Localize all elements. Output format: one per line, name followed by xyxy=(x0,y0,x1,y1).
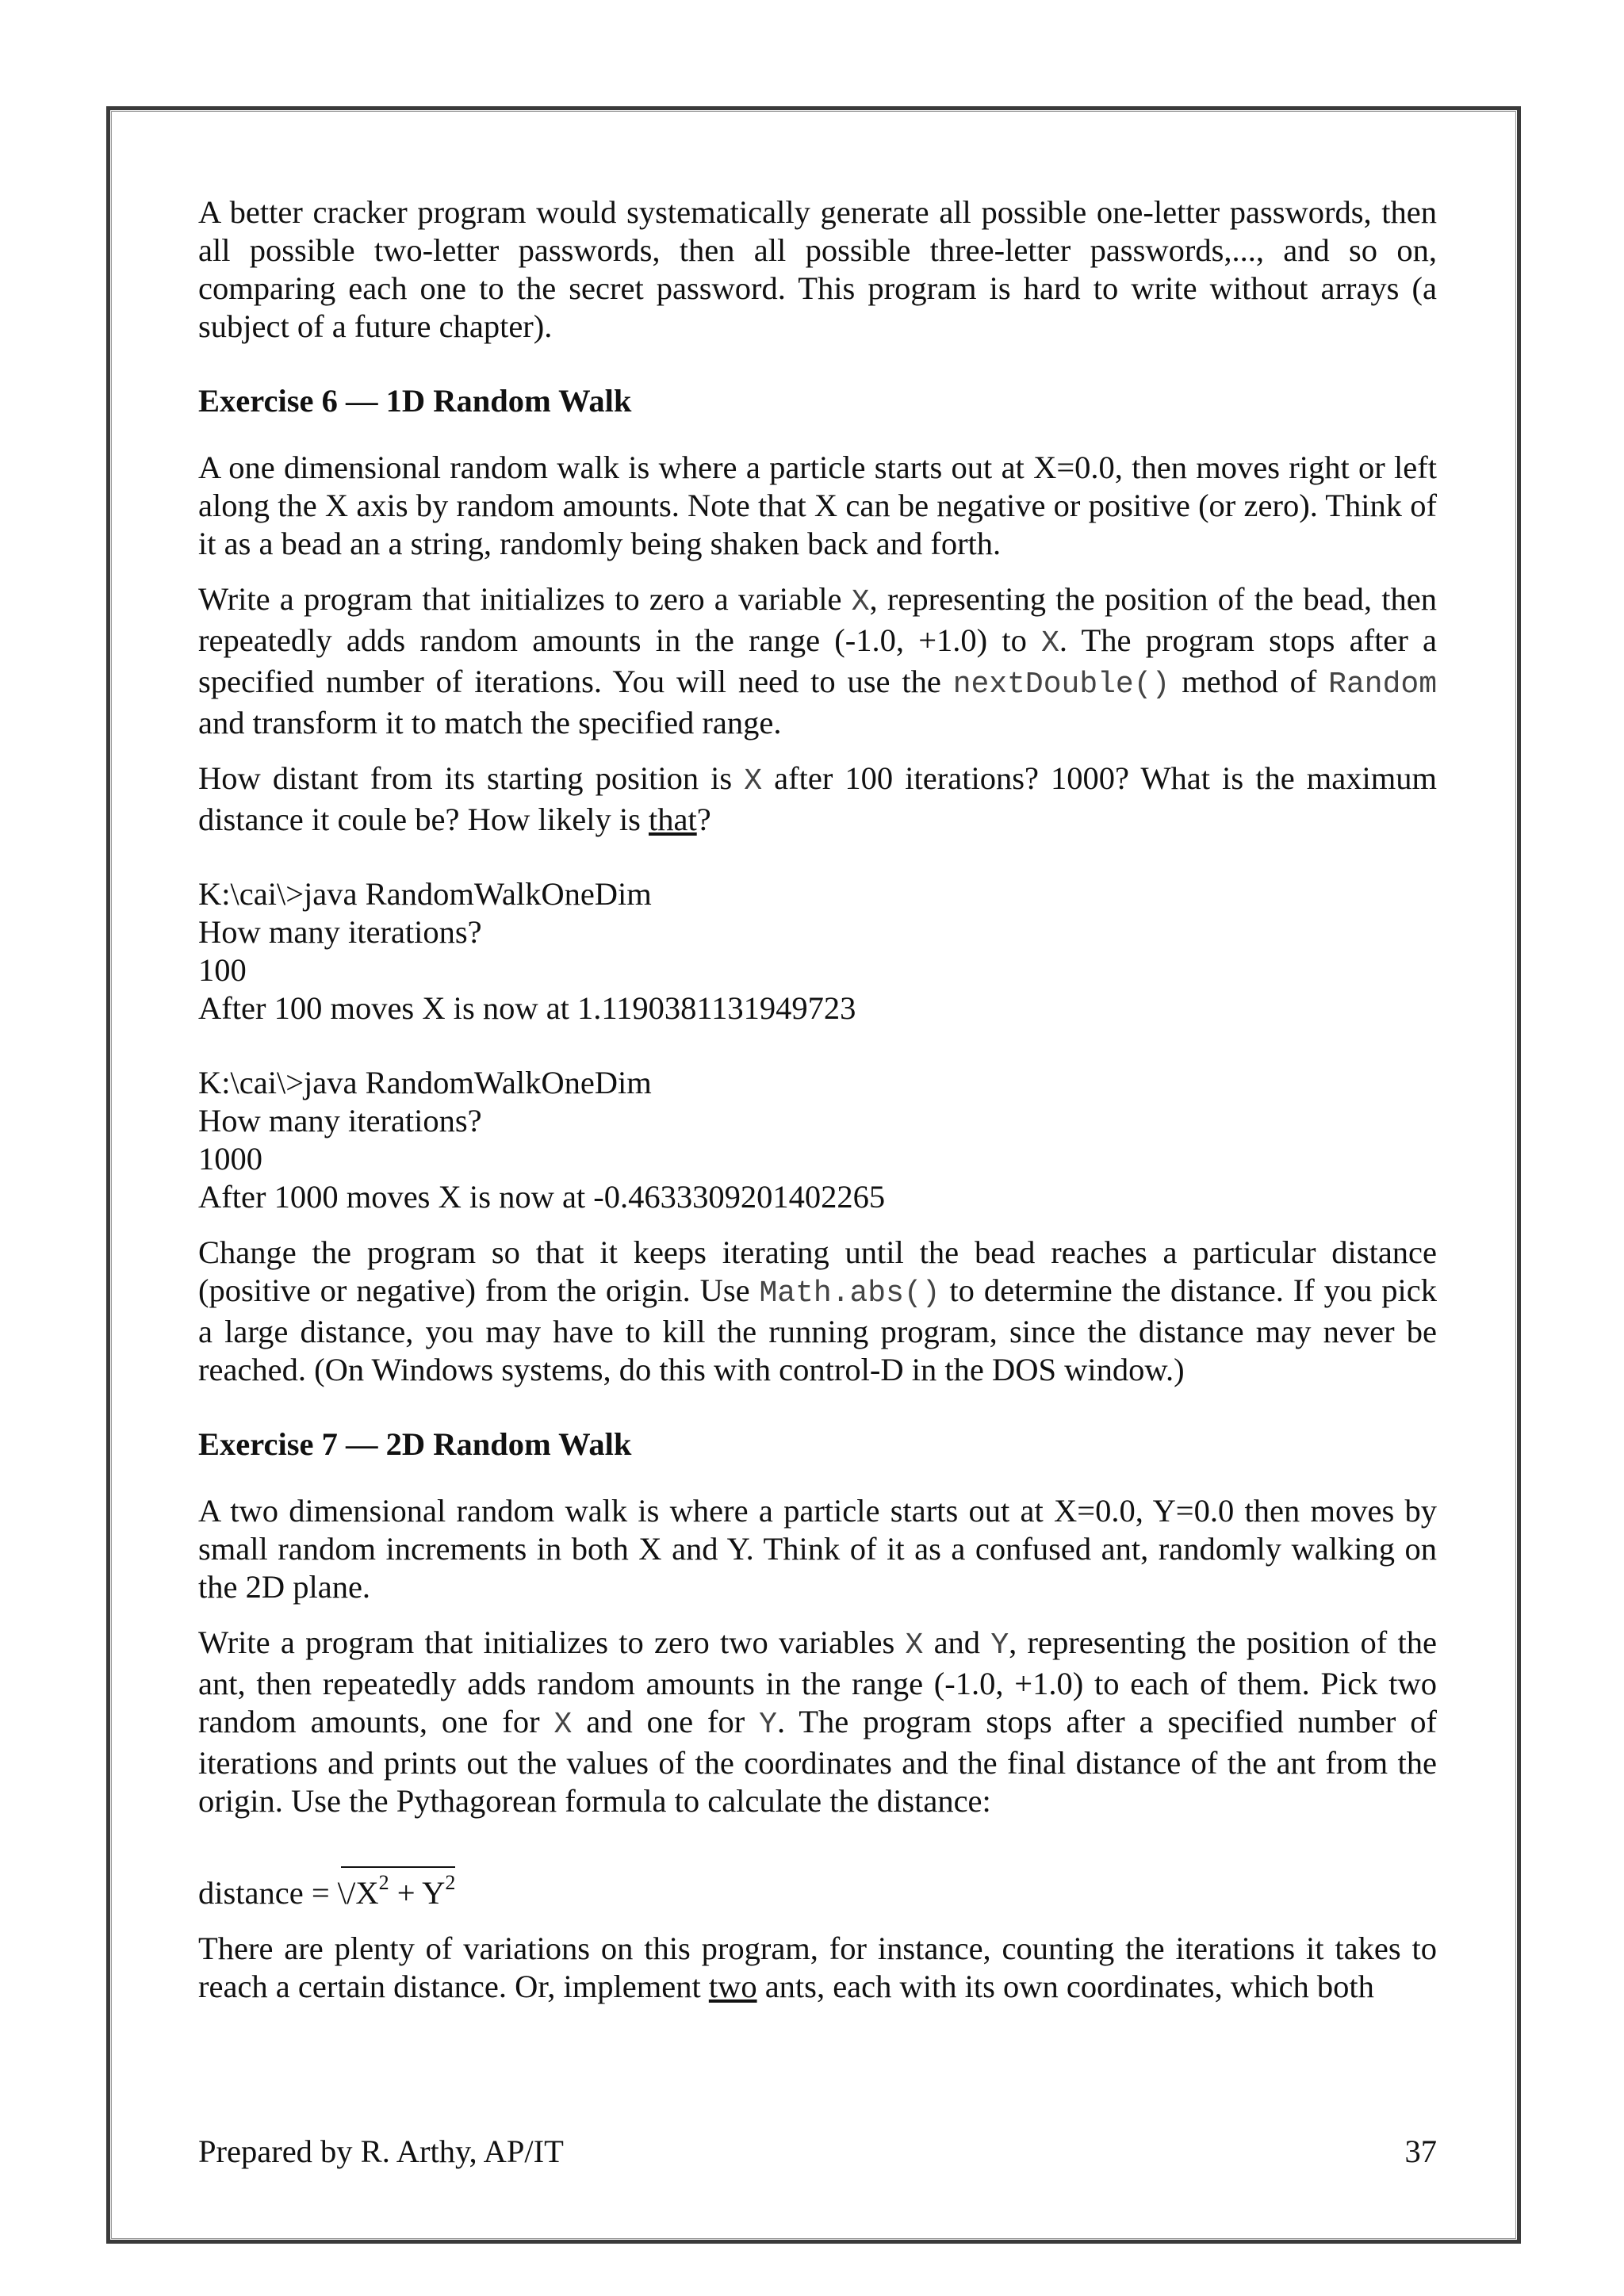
underlined-word: two xyxy=(708,1969,757,2004)
exercise-6-paragraph-1: A one dimensional random walk is where a particle starts out at X=0.0, then moves right or left along the X axis by random amounts. Note that X can be negative or positive (or zero). Think of it as a bead an a string, randomly being shaken back and forth. xyxy=(198,450,1437,561)
code-x: X xyxy=(905,1628,924,1663)
intro-paragraph: A better cracker program would systematically generate all possible one-letter passwords, then all possible two-letter passwords, then all possible three-letter passwords,..., and so on, comparing each one to the secret password. This program is hard to write without arrays (a subject of a future chapter). xyxy=(198,194,1437,344)
code-x: X xyxy=(1041,626,1059,660)
code-y: Y xyxy=(759,1708,777,1742)
distance-formula: distance = $\backslash/X^2 + Y^2$ xyxy=(198,1874,1437,1912)
console-line: How many iterations? xyxy=(198,1103,482,1138)
radical-sign: \/ xyxy=(337,1875,356,1911)
exercise-6-heading: Exercise 6 — 1D Random Walk xyxy=(198,383,632,419)
console-run-1 xyxy=(198,875,1437,1027)
underlined-word: that xyxy=(648,802,697,837)
exercise-7-paragraph-3: There are plenty of variations on this program, for instance, counting the iterations it takes to reach a certain distance. Or, implement two ants, each with its own coordinates, which both xyxy=(198,1931,1437,2004)
exercise-7-paragraph-1: A two dimensional random walk is where a particle starts out at X=0.0, Y=0.0 then moves by small random increments in both X and Y. Think of it as a confused ant, randomly walking on the 2D plane. xyxy=(198,1493,1437,1605)
code-y: Y xyxy=(990,1628,1009,1663)
exercise-6-paragraph-4: Change the program so that it keeps iterating until the bead reaches a particular distance (positive or negative) from the origin. Use Math.abs() to determine the distance. If you pick a large distance, you may have to kill the running program, since the distance may never be reached. (On Windows systems, do this with control-D in the DOS window.) xyxy=(198,1234,1437,1387)
exercise-6-paragraph-2: Write a program that initializes to zero a variable X, representing the position of the bead, then repeatedly adds random amounts in the range (-1.0, +1.0) to X. The program stops after a specified number of iterations. You will need to use the nextDouble() method of Random and transform it to match the specified range. xyxy=(198,581,1437,740)
console-line: After 1000 moves X is now at -0.4633309201402265 xyxy=(198,1179,886,1215)
code-x: X xyxy=(851,585,870,619)
radical-overbar xyxy=(341,1866,456,1868)
console-line: How many iterations? xyxy=(198,914,482,950)
exercise-7-heading: Exercise 7 — 2D Random Walk xyxy=(198,1426,632,1462)
footer-author: Prepared by R. Arthy, AP/IT xyxy=(198,2133,564,2169)
code-random: Random xyxy=(1328,668,1437,702)
square-root: $\backslash/X^2 + Y^2$ xyxy=(338,1874,456,1912)
page-content xyxy=(198,193,1437,2006)
page-footer xyxy=(198,2133,1437,2171)
console-line: After 100 moves X is now at 1.1190381131949723 xyxy=(198,990,856,1026)
console-run-2 xyxy=(198,1064,1437,1216)
console-line: 100 xyxy=(198,952,247,988)
code-x: X xyxy=(553,1708,573,1742)
exercise-6-paragraph-3: How distant from its starting position is X after 100 iterations? 1000? What is the maximum distance it coule be? How likely is that? xyxy=(198,760,1437,837)
console-line: K:\cai\>java RandomWalkOneDim xyxy=(198,876,652,912)
code-x: X xyxy=(744,764,763,798)
console-line: 1000 xyxy=(198,1141,262,1177)
code-nextdouble: nextDouble() xyxy=(952,668,1170,702)
console-line: K:\cai\>java RandomWalkOneDim xyxy=(198,1065,652,1100)
exercise-7-paragraph-2: Write a program that initializes to zero two variables X and Y, representing the position of the ant, then repeatedly adds random amounts in the range (-1.0, +1.0) to each of them. Pick two random amounts, one for X and one for Y. The program stops after a specified number of iterations and prints out the values of the coordinates and the final distance of the ant from the origin. Use the Pythagorean formula to calculate the distance: xyxy=(198,1624,1437,1819)
page-number: 37 xyxy=(1404,2133,1437,2169)
code-math-abs: Math.abs() xyxy=(759,1276,940,1311)
